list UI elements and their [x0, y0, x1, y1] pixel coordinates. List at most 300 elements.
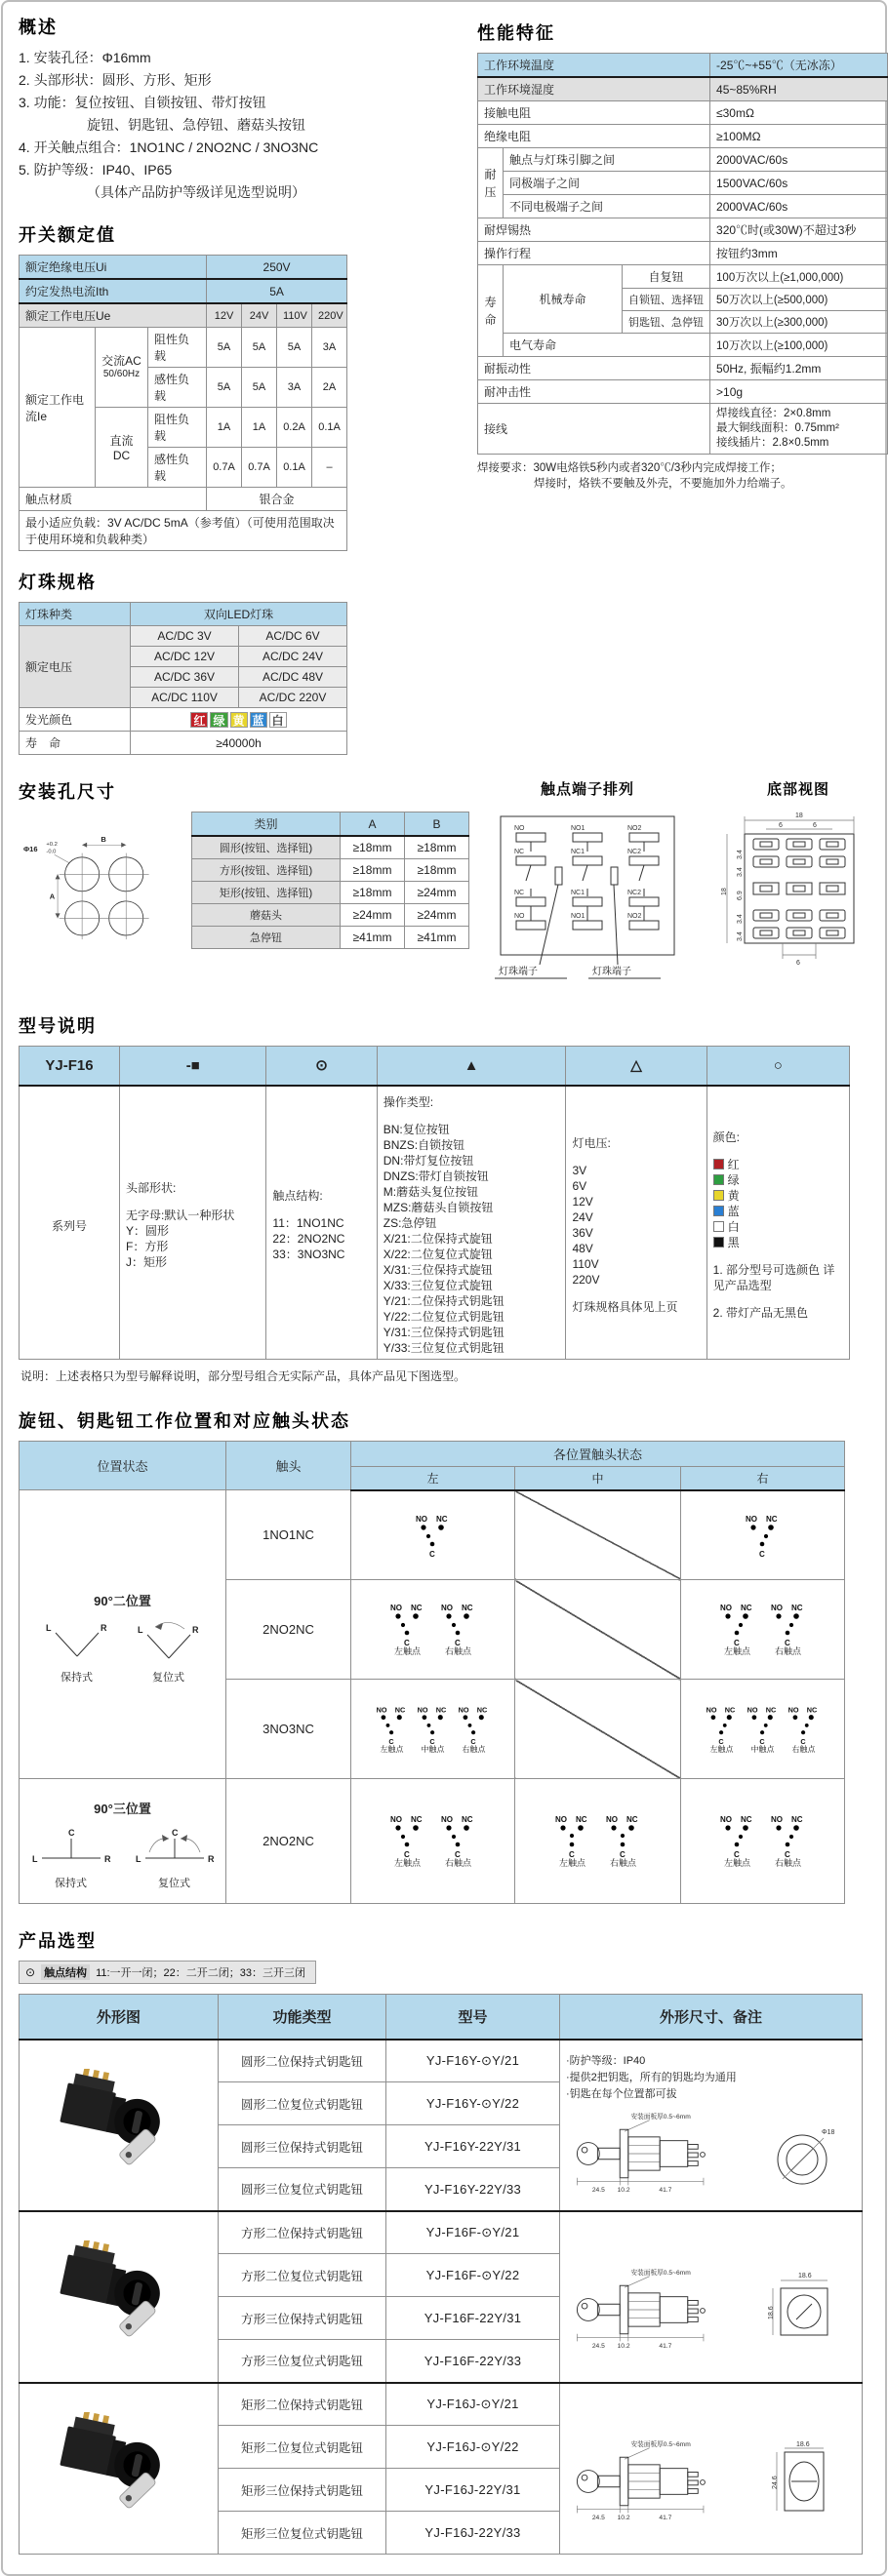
color-note: 2. 带灯产品无黑色	[712, 1305, 809, 1320]
term-label: NO2	[627, 913, 642, 920]
caption-left: 左触点	[380, 1745, 404, 1754]
head-shape-title: 头部形状:	[126, 1180, 177, 1195]
mount-header: A	[341, 812, 405, 837]
contact-config: 3NO3NC	[226, 1680, 351, 1779]
r-label: R	[207, 1853, 214, 1864]
three-position-cell	[20, 1779, 226, 1904]
lamp-item: 110V	[572, 1256, 599, 1271]
model-header-contacts: ⊙	[266, 1047, 377, 1086]
model-number: YJ-F16J-⊙Y/21	[386, 2383, 560, 2426]
dim-r3: 3.4	[737, 914, 744, 924]
term-label: NO2	[627, 825, 642, 832]
ie-value: 0.1A	[277, 448, 312, 488]
contacts-item: 11：1NO1NC	[272, 1215, 344, 1230]
lamp-voltage-cell	[566, 1086, 706, 1360]
ue-col: 24V	[242, 303, 277, 328]
perf-label: 工作环境湿度	[478, 77, 710, 101]
swatch-label: 红	[727, 1157, 740, 1171]
ie-value: 5A	[242, 328, 277, 368]
mounting-section	[19, 778, 469, 993]
led-life-label: 寿 命	[20, 732, 131, 755]
term-label: NC1	[571, 849, 585, 855]
states-header: 各位置触头状态	[351, 1441, 845, 1466]
state3-right	[681, 1779, 845, 1904]
maintained-caption: 保持式	[61, 1671, 93, 1684]
led-table	[19, 602, 347, 755]
mounting-hole-diagram	[19, 812, 182, 960]
material-value: 银合金	[207, 488, 347, 511]
wiring-line: 焊接线直径：2×0.8mm	[716, 408, 831, 419]
round-front-view	[765, 2113, 847, 2195]
perf-value: 按钮约3mm	[710, 242, 888, 265]
state-mid-na	[515, 1680, 681, 1779]
switch-symbol	[455, 1703, 494, 1746]
ie-value: 5A	[207, 328, 242, 368]
caption-right: 右触点	[791, 1745, 816, 1754]
operation-item: Y/22:二位复位式钥匙钮	[383, 1309, 505, 1324]
switch-symbol	[703, 1703, 742, 1746]
led-voltage: AC/DC 220V	[239, 688, 347, 708]
swatch-label: 白	[727, 1219, 740, 1234]
model-number: YJ-F16J-22Y/33	[386, 2512, 560, 2555]
selection-title: 产品选型	[19, 1931, 97, 1951]
switch-symbol	[373, 1703, 412, 1746]
perf-value: 320℃时(或30W)不超过3秒	[710, 218, 888, 242]
caption-right: 右触点	[774, 1858, 801, 1868]
led-voltage: AC/DC 6V	[239, 626, 347, 647]
func-type: 矩形三位复位式钥匙钮	[219, 2512, 386, 2555]
sel-header-dims: 外形尺寸、备注	[560, 1995, 863, 2040]
switch-symbol	[767, 1813, 810, 1858]
led-voltage: AC/DC 3V	[131, 626, 239, 647]
sq-height-label: 18.6	[768, 2305, 775, 2319]
model-number: YJ-F16Y-22Y/31	[386, 2125, 560, 2168]
perf-value: -25℃~+55℃（无冰冻）	[710, 54, 888, 78]
mount-b: ≥24mm	[405, 904, 469, 927]
ue-col: 12V	[207, 303, 242, 328]
mount-a: ≥24mm	[341, 904, 405, 927]
selection-section	[19, 1927, 869, 2555]
led-section	[19, 569, 460, 755]
hole-tol-minus: -0.0	[46, 849, 57, 855]
contact-config: 2NO2NC	[226, 1779, 351, 1904]
led-kind-value: 双向LED灯珠	[131, 603, 347, 626]
round-dia-label: Φ18	[822, 2129, 835, 2136]
state3-left	[351, 1779, 515, 1904]
state-left-3no3nc	[351, 1680, 515, 1779]
square-front-view	[765, 2269, 847, 2351]
head-shape-item: 无字母:默认一种形状	[126, 1208, 235, 1222]
overview-item: 1. 安装孔径：Φ16mm	[19, 50, 151, 65]
operation-item: ZS:急停钮	[383, 1215, 437, 1230]
mounting-table	[191, 812, 469, 949]
mid-row	[19, 778, 869, 993]
switch-symbol	[412, 1513, 455, 1558]
positions-title: 旋钮、钥匙钮工作位置和对应触头状态	[19, 1410, 350, 1431]
swatch-label: 绿	[727, 1172, 740, 1187]
material-label: 触点材质	[20, 488, 207, 511]
legend-label: 触点结构	[41, 1964, 90, 1980]
term-label: NC1	[571, 890, 585, 896]
contact-structure-legend	[19, 1961, 316, 1984]
datasheet-page	[1, 0, 887, 2576]
func-type: 矩形二位保持式钥匙钮	[219, 2383, 386, 2426]
ac-label	[96, 328, 148, 408]
perf-label: 不同电极端子之间	[504, 195, 710, 218]
maintained3-diagram	[30, 1827, 112, 1890]
dim-top2: 6	[813, 822, 817, 829]
rating-label: 额定绝缘电压Ui	[20, 256, 207, 280]
side-view-drawing	[566, 2111, 761, 2197]
contacts-item: 33：3NO3NC	[272, 1247, 345, 1261]
positions-table	[19, 1441, 845, 1905]
perf-value: 30万次以上(≥300,000)	[710, 311, 888, 334]
momentary-caption: 复位式	[152, 1671, 184, 1684]
caption-right: 右触点	[462, 1745, 486, 1754]
remark-line: ·钥匙在每个位置都可拔	[566, 2088, 677, 2100]
blue-swatch	[713, 1206, 724, 1216]
ie-value: 0.2A	[277, 408, 312, 448]
head-shape-item: J：矩形	[126, 1254, 168, 1269]
perf-label: 钥匙钮、急停钮	[623, 311, 710, 334]
color-swatch-green	[713, 1172, 843, 1188]
rating-value: 5A	[207, 279, 347, 303]
func-type: 圆形二位保持式钥匙钮	[219, 2040, 386, 2082]
overview-item: 旋钮、钥匙钮、急停钮、蘑菇头按钮	[87, 117, 305, 133]
operation-item: X/31:三位保持式旋钮	[383, 1262, 493, 1277]
led-swatch-blue: 蓝	[250, 712, 267, 728]
c-label: C	[171, 1827, 178, 1838]
contact-config: 2NO2NC	[226, 1580, 351, 1680]
rect-height-label: 24.6	[772, 2476, 779, 2489]
term-label: NO	[514, 825, 525, 832]
led-swatch-red: 红	[190, 712, 208, 728]
solder-note	[477, 460, 888, 492]
ie-label: 额定工作电流Ie	[20, 328, 96, 488]
term-label: NC2	[627, 849, 642, 855]
dim-overall-w: 18	[795, 812, 803, 819]
load-label: 阻性负载	[148, 408, 207, 448]
lamp-item: 6V	[572, 1178, 587, 1193]
switch-symbol	[386, 1813, 429, 1858]
dc-label: 直流DC	[96, 408, 148, 488]
caption-left: 左触点	[723, 1858, 750, 1868]
momentary-diagram	[134, 1619, 204, 1684]
func-type: 方形二位复位式钥匙钮	[219, 2254, 386, 2297]
solder-note-line: 焊接时，烙铁不要触及外壳，不要施加外力给端子。	[534, 478, 792, 490]
sq-width-label: 18.6	[798, 2272, 812, 2279]
overview-item: 5. 防护等级：IP40、IP65	[19, 162, 173, 178]
operation-cell	[377, 1086, 566, 1360]
l-label: L	[135, 1853, 141, 1864]
contacts-cell	[266, 1086, 377, 1360]
solder-note-line: 焊接要求：30W电烙铁5秒内或者320℃/3秒内完成焊接工作；	[477, 462, 782, 474]
load-label: 感性负载	[148, 448, 207, 488]
yellow-swatch	[713, 1190, 724, 1201]
rating-label: 约定发热电流Ith	[20, 279, 207, 303]
perf-label: 操作行程	[478, 242, 710, 265]
model-number: YJ-F16F-22Y/31	[386, 2297, 560, 2340]
ie-value: 2A	[312, 368, 347, 408]
color-swatch-black	[713, 1235, 843, 1250]
switch-symbol	[602, 1813, 645, 1858]
ue-col: 110V	[277, 303, 312, 328]
color-swatch-blue	[713, 1204, 843, 1219]
three-position-label: 90°三位置	[94, 1801, 151, 1816]
overview-list	[19, 47, 460, 204]
state-right-2no2nc	[681, 1580, 845, 1680]
caption-right: 右触点	[609, 1858, 636, 1868]
func-type: 圆形二位复位式钥匙钮	[219, 2082, 386, 2125]
mount-header: 类别	[192, 812, 341, 837]
remark-line: ·提供2把钥匙，所有的钥匙均为通用	[566, 2072, 737, 2083]
model-header-lamp: △	[566, 1047, 706, 1086]
round-product-photo-cell	[20, 2040, 219, 2211]
dim-a: A	[49, 892, 56, 901]
mount-b: ≥41mm	[405, 927, 469, 949]
ratings-section	[19, 221, 460, 551]
rect-width-label: 18.6	[796, 2440, 810, 2448]
overview-item: 2. 头部形状：圆形、方形、矩形	[19, 72, 212, 88]
product-photo	[46, 2069, 192, 2178]
overview-section	[19, 14, 460, 204]
operation-title: 操作类型:	[383, 1094, 434, 1109]
perf-value: 2000VAC/60s	[710, 195, 888, 218]
momentary3-diagram	[134, 1827, 216, 1890]
led-title: 灯珠规格	[19, 573, 97, 592]
c-label: C	[67, 1827, 74, 1838]
operation-item: DN:带灯复位按钮	[383, 1153, 474, 1168]
term-label: NO	[514, 913, 525, 920]
ie-value: 0.7A	[207, 448, 242, 488]
rating-value: 250V	[207, 256, 347, 280]
mount-cat: 矩形(按钮、选择钮)	[192, 882, 341, 904]
caption-right: 右触点	[444, 1646, 471, 1656]
head-shape-item: F：方形	[126, 1239, 169, 1253]
caption-mid: 中触点	[750, 1745, 775, 1754]
sel-header-model: 型号	[386, 1995, 560, 2040]
operation-item: BN:复位按钮	[383, 1122, 450, 1136]
state-right-1no1nc	[681, 1490, 845, 1580]
perf-label: 同极端子之间	[504, 172, 710, 195]
mount-cat: 方形(按钮、选择钮)	[192, 859, 341, 882]
rating-label: 额定工作电压Ue	[20, 303, 207, 328]
perf-label: 触点与灯珠引脚之间	[504, 148, 710, 172]
operation-item: Y/33:三位复位式钥匙钮	[383, 1340, 505, 1355]
perf-label: 电气寿命	[504, 334, 710, 357]
contact-header: 触头	[226, 1441, 351, 1490]
left-header: 左	[351, 1466, 515, 1490]
ie-value: 5A	[277, 328, 312, 368]
hole-dia: Φ16	[23, 844, 38, 853]
operation-item: MZS:蘑菇头自锁按钮	[383, 1200, 494, 1214]
round-dims-cell	[560, 2040, 863, 2211]
remark-line: ·防护等级：IP40	[566, 2055, 646, 2067]
model-number: YJ-F16Y-⊙Y/21	[386, 2040, 560, 2082]
ratings-note: 最小适应负载：3V AC/DC 5mA（参考值）（可使用范围取决于使用环境和负载种类）	[20, 511, 347, 551]
perf-label: 自复钮	[623, 265, 710, 289]
state-left-1no1nc	[351, 1490, 515, 1580]
color-swatch-white	[713, 1219, 843, 1235]
ie-value: 1A	[207, 408, 242, 448]
mounting-title: 安装孔尺寸	[19, 782, 116, 802]
mount-cat: 圆形(按钮、选择钮)	[192, 836, 341, 859]
ratings-title: 开关额定值	[19, 225, 116, 245]
contacts-item: 22：2NO2NC	[272, 1231, 345, 1246]
l-label: L	[31, 1853, 37, 1864]
selection-table	[19, 1994, 863, 2555]
ie-value: 0.7A	[242, 448, 277, 488]
performance-title: 性能特征	[477, 23, 555, 43]
color-note: 1. 部分型号可选颜色 详见产品选型	[712, 1262, 835, 1292]
red-swatch	[713, 1159, 724, 1169]
overview-item: 3. 功能：复位按钮、自锁按钮、带灯按钮	[19, 95, 266, 110]
color-swatch-red	[713, 1157, 843, 1172]
operation-item: X/22:二位复位式旋钮	[383, 1247, 493, 1261]
caption-mid: 中触点	[421, 1745, 445, 1754]
operation-item: Y/21:二位保持式钥匙钮	[383, 1293, 505, 1308]
life-label: 寿命	[478, 265, 504, 357]
square-dims-cell	[560, 2211, 863, 2383]
rect-front-view	[765, 2440, 847, 2522]
model-title: 型号说明	[19, 1016, 97, 1036]
overview-item: （具体产品防护等级详见选型说明）	[87, 184, 305, 200]
sel-header-photo: 外形图	[20, 1995, 219, 2040]
pos-header: 位置状态	[20, 1441, 226, 1490]
rect-dims-cell	[560, 2383, 863, 2555]
operation-item: X/21:二位保持式旋钮	[383, 1231, 493, 1246]
remarks	[566, 2053, 856, 2103]
led-swatch-yellow: 黄	[230, 712, 248, 728]
rect-product-photo-cell	[20, 2383, 219, 2555]
led-voltage: AC/DC 110V	[131, 688, 239, 708]
term-label: NC	[514, 849, 525, 855]
func-type: 方形三位复位式钥匙钮	[219, 2340, 386, 2383]
perf-label: 耐焊锡热	[478, 218, 710, 242]
series-cell: 系列号	[20, 1086, 120, 1360]
model-number: YJ-F16F-⊙Y/21	[386, 2211, 560, 2254]
dim-top1: 6	[779, 822, 783, 829]
lamp-item: 48V	[572, 1241, 593, 1255]
right-header: 右	[681, 1466, 845, 1490]
func-type: 圆形三位保持式钥匙钮	[219, 2125, 386, 2168]
model-number: YJ-F16Y-⊙Y/22	[386, 2082, 560, 2125]
caption-left: 左触点	[558, 1858, 585, 1868]
lamp-item: 3V	[572, 1163, 587, 1177]
top-row	[19, 14, 869, 773]
switch-symbol	[551, 1813, 594, 1858]
switch-symbol	[785, 1703, 824, 1746]
led-swatch-green: 绿	[210, 712, 227, 728]
hole-tol-plus: +0.2	[46, 842, 58, 849]
dim-mid: 6.9	[737, 891, 744, 900]
model-number: YJ-F16J-⊙Y/22	[386, 2426, 560, 2469]
switch-symbol	[386, 1602, 429, 1646]
ue-col: 220V	[312, 303, 347, 328]
led-kind-label: 灯珠种类	[20, 603, 131, 626]
perf-value: 10万次以上(≥100,000)	[710, 334, 888, 357]
model-table	[19, 1046, 850, 1360]
head-shape-item: Y：圆形	[126, 1223, 170, 1238]
bottom-view-section	[706, 778, 888, 993]
perf-label: 绝缘电阻	[478, 125, 710, 148]
dim-bottom: 6	[796, 960, 800, 967]
mid-header: 中	[515, 1466, 681, 1490]
maintained-diagram	[42, 1619, 112, 1684]
r-label: R	[103, 1853, 110, 1864]
model-number: YJ-F16J-22Y/31	[386, 2469, 560, 2512]
ie-value: 0.1A	[312, 408, 347, 448]
mount-b: ≥18mm	[405, 836, 469, 859]
func-type: 方形三位保持式钥匙钮	[219, 2297, 386, 2340]
mount-cat: 急停钮	[192, 927, 341, 949]
switch-symbol	[742, 1513, 785, 1558]
led-voltage: AC/DC 12V	[131, 647, 239, 667]
mount-b: ≥24mm	[405, 882, 469, 904]
bottom-view-diagram	[706, 807, 888, 978]
r-label: R	[191, 1624, 198, 1635]
mount-cat: 蘑菇头	[192, 904, 341, 927]
term-label: NC	[514, 890, 525, 896]
black-swatch	[713, 1237, 724, 1248]
state3-mid	[515, 1779, 681, 1904]
bottom-view-title: 底部视图	[766, 781, 829, 798]
operation-item: M:蘑菇头复位按钮	[383, 1184, 479, 1199]
side-view-drawing	[566, 2267, 761, 2353]
color-swatch-yellow	[713, 1188, 843, 1204]
caption-left: 左触点	[393, 1858, 421, 1868]
model-header-color: ○	[706, 1047, 849, 1086]
switch-symbol	[437, 1602, 480, 1646]
ie-value: 3A	[277, 368, 312, 408]
ie-value: 3A	[312, 328, 347, 368]
switch-symbol	[767, 1602, 810, 1646]
func-type: 圆形三位复位式钥匙钮	[219, 2168, 386, 2211]
load-label: 感性负载	[148, 368, 207, 408]
perf-label: 接线	[478, 404, 710, 455]
operation-item: Y/31:三位保持式钥匙钮	[383, 1325, 505, 1339]
func-type: 矩形三位保持式钥匙钮	[219, 2469, 386, 2512]
perf-value: 45~85%RH	[710, 77, 888, 101]
term-label: NO1	[571, 825, 585, 832]
switch-symbol	[744, 1703, 783, 1746]
dim-overall-h: 18	[721, 888, 728, 895]
perf-value: 2000VAC/60s	[710, 148, 888, 172]
ie-value: –	[312, 448, 347, 488]
term-label: NO1	[571, 913, 585, 920]
terminal-arrangement-diagram	[483, 807, 692, 988]
switch-symbol	[414, 1703, 453, 1746]
swatch-label: 蓝	[727, 1204, 740, 1218]
product-photo	[46, 2412, 192, 2521]
white-swatch	[713, 1221, 724, 1232]
perf-value: ≥100MΩ	[710, 125, 888, 148]
caption-left: 左触点	[709, 1745, 734, 1754]
l-label: L	[137, 1624, 142, 1635]
state-left-2no2nc	[351, 1580, 515, 1680]
led-voltage: AC/DC 36V	[131, 667, 239, 688]
func-type: 矩形二位复位式钥匙钮	[219, 2426, 386, 2469]
model-section	[19, 1012, 869, 1384]
terminals-section	[483, 778, 692, 993]
wiring-lines	[710, 404, 888, 455]
color-cell	[706, 1086, 849, 1360]
perf-label: 自锁钮、选择钮	[623, 289, 710, 311]
func-type: 方形二位保持式钥匙钮	[219, 2211, 386, 2254]
ie-value: 5A	[207, 368, 242, 408]
perf-value: ≤30mΩ	[710, 101, 888, 125]
ie-value: 5A	[242, 368, 277, 408]
